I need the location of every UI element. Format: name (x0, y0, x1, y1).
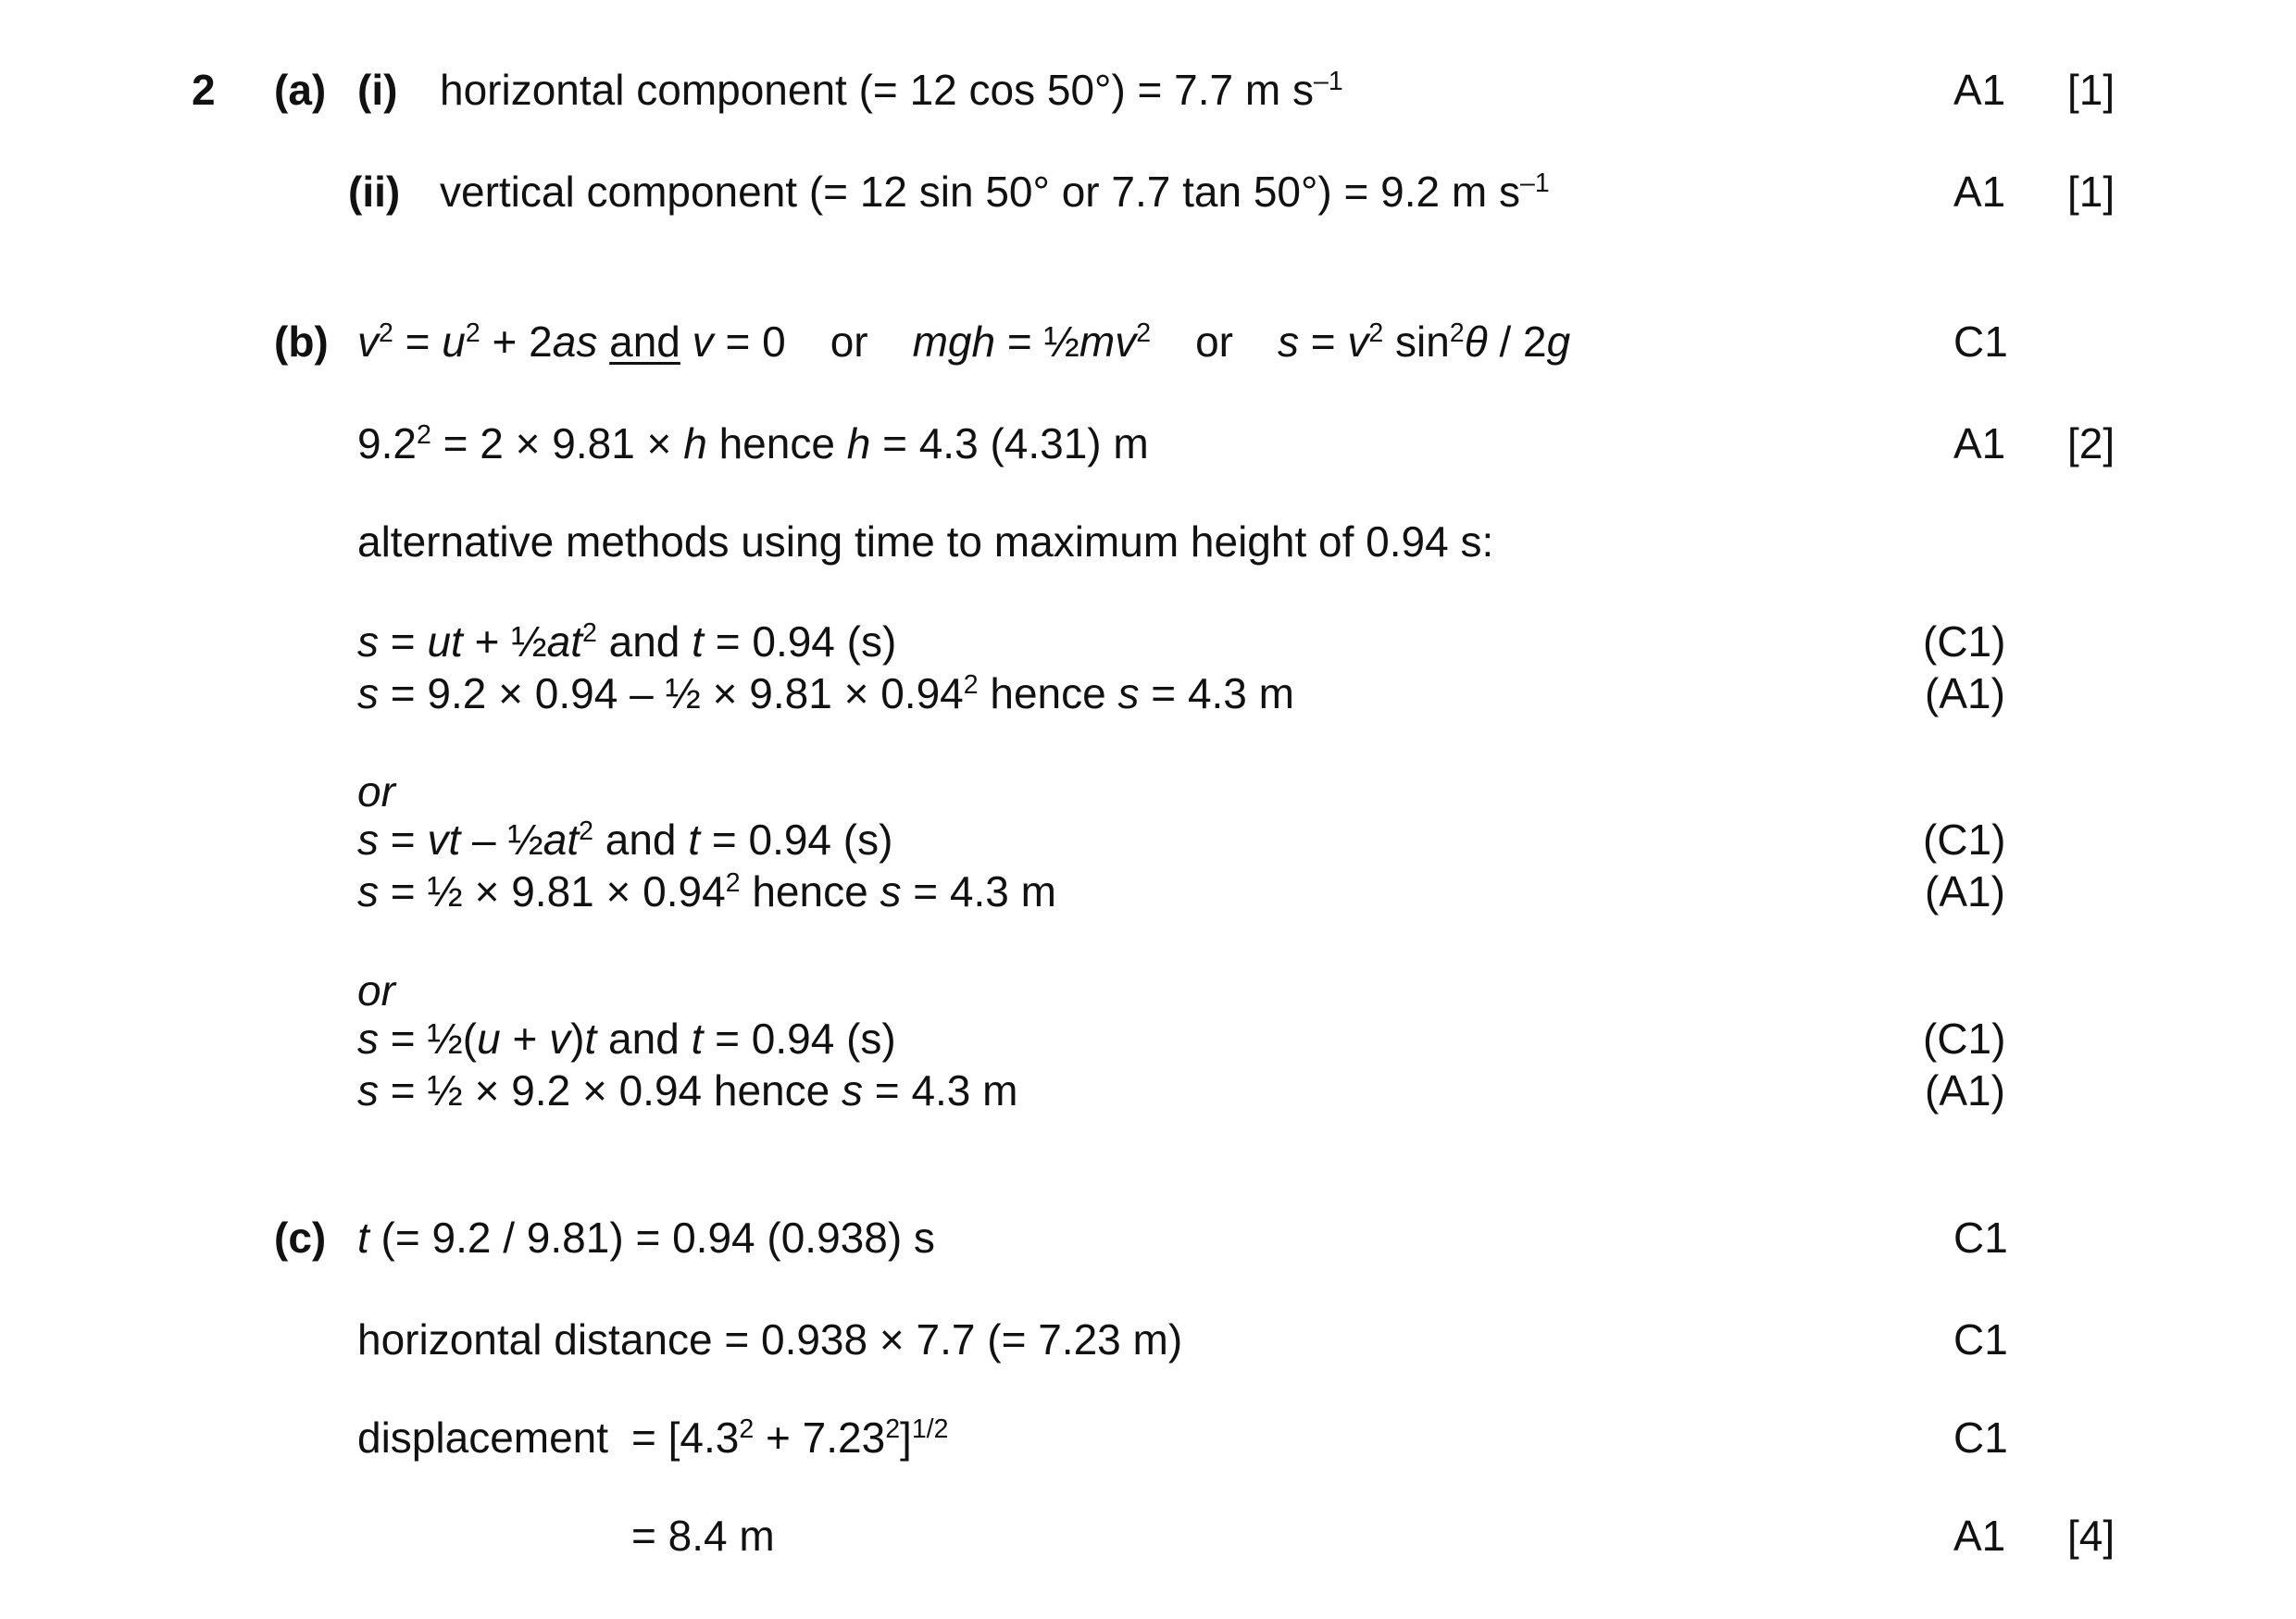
exponent: 2 (885, 1414, 901, 1445)
exponent: 2 (416, 420, 431, 451)
part-a-i-answer (440, 66, 1343, 114)
part-b-total: [2] (2067, 419, 2115, 467)
alt1-line2-mark: (A1) (1925, 669, 2005, 717)
text: = 2 × 9.81 × (430, 419, 684, 467)
part-b-line1-mark: C1 (1953, 318, 2008, 366)
var-s: s (1117, 669, 1140, 717)
part-a-i-mark: A1 (1953, 66, 2006, 114)
part-c-line2-mark: C1 (1953, 1315, 2008, 1364)
var-s: s (357, 1015, 379, 1063)
text: ) (570, 1015, 585, 1063)
text: = ½ × 9.81 × 0.94 (379, 867, 726, 915)
or-word: or (830, 318, 868, 366)
part-a-ii-label: (ii) (348, 168, 401, 216)
var-at: at (543, 816, 580, 864)
alt2-line2 (357, 867, 1056, 915)
text: hence (978, 669, 1118, 717)
var-ut: ut (427, 617, 463, 666)
underlined-and: and (609, 318, 680, 366)
exponent: 2 (465, 318, 480, 349)
var-as: as (552, 318, 598, 366)
text: = 0.94 (s) (703, 1015, 896, 1063)
text: hence (740, 867, 880, 915)
text: + ½ (462, 617, 547, 666)
part-b-line2 (357, 419, 1149, 467)
part-a-ii-answer (440, 168, 1550, 216)
part-a-ii-answer-exponent: –1 (1519, 168, 1550, 199)
alt3-line2 (357, 1066, 1018, 1115)
text: = 4.3 m (901, 867, 1056, 915)
exponent: 2 (1136, 318, 1152, 349)
var-v: v (692, 318, 714, 366)
var-s: s (357, 867, 379, 915)
alt3-line2-mark: (A1) (1925, 1066, 2005, 1115)
part-c-label: (c) (274, 1214, 327, 1262)
alternative-heading: alternative methods using time to maximum height of 0.94 s: (357, 517, 1494, 566)
part-b-line2-mark: A1 (1953, 419, 2006, 467)
alt2-line1 (357, 816, 893, 864)
text: sin (1383, 318, 1450, 366)
part-a-ii-mark: A1 (1953, 168, 2006, 216)
part-a-i-label: (i) (357, 66, 398, 114)
alt3-line1 (357, 1015, 896, 1063)
var-u: u (477, 1015, 501, 1063)
exponent: 2 (1449, 318, 1465, 349)
var-s: s (357, 617, 379, 666)
var-theta: θ (1464, 318, 1488, 366)
text: = ½ (995, 318, 1079, 366)
var-s: s (842, 1066, 864, 1115)
exponent: 1/2 (911, 1414, 949, 1445)
exponent: 2 (379, 318, 393, 349)
part-a-i-answer-exponent: –1 (1314, 67, 1343, 97)
part-c-line1 (357, 1214, 935, 1262)
text: = (379, 617, 428, 666)
or-word: or (357, 767, 395, 816)
alt2-line1-mark: (C1) (1923, 816, 2006, 864)
exponent: 2 (963, 670, 979, 701)
alt2-line2-mark: (A1) (1925, 867, 2005, 915)
var-s: s (357, 816, 379, 864)
part-c-line1-mark: C1 (1953, 1214, 2008, 1262)
text: hence (706, 419, 847, 467)
text: = 0.94 (s) (700, 816, 893, 864)
text: + 7.23 (754, 1414, 886, 1462)
text: + (500, 1015, 550, 1063)
exponent: 2 (579, 816, 593, 847)
text: ] (900, 1414, 912, 1462)
text: = ½( (379, 1015, 478, 1063)
exponent: 2 (1368, 318, 1384, 349)
part-c-line4-mark: A1 (1953, 1512, 2006, 1560)
exponent: 2 (581, 618, 597, 649)
var-t: t (692, 617, 704, 666)
part-c-line3-mark: C1 (1953, 1414, 2008, 1462)
text: = [4.3 (631, 1414, 740, 1462)
text: = (1298, 318, 1348, 366)
part-a-ii-answer-text: vertical component (= 12 sin 50° or 7.7 tan 50°) = 9.2 m s (440, 168, 1520, 216)
displacement-label: displacement (357, 1414, 609, 1462)
var-mv: mv (1079, 318, 1137, 366)
text: = ½ × 9.2 × 0.94 hence (379, 1066, 842, 1115)
exponent: 2 (739, 1414, 755, 1445)
var-g: g (1546, 318, 1571, 366)
question-number: 2 (192, 66, 216, 114)
part-a-label: (a) (274, 66, 327, 114)
var-v: v (549, 1015, 571, 1063)
var-t: t (688, 816, 701, 864)
alt1-line1-mark: (C1) (1923, 617, 2006, 666)
var-u: u (442, 318, 466, 366)
text: = 9.2 × 0.94 – ½ × 9.81 × 0.94 (379, 669, 964, 717)
var-t: t (691, 1015, 704, 1063)
alt3-or (357, 966, 395, 1015)
exponent: 2 (725, 868, 741, 899)
text: = 0 (713, 318, 786, 366)
part-b-equation-line (357, 318, 1571, 366)
part-a-i-total: [1] (2067, 66, 2115, 114)
var-at: at (546, 617, 582, 666)
or-word: or (1195, 318, 1233, 366)
alt3-line1-mark: (C1) (1923, 1015, 2006, 1063)
or-word: or (357, 966, 395, 1015)
var-s: s (357, 669, 379, 717)
text: = (379, 816, 428, 864)
part-b-label: (b) (274, 318, 329, 366)
part-c-total: [4] (2067, 1512, 2115, 1560)
text: = 4.3 m (863, 1066, 1018, 1115)
var-t: t (357, 1214, 369, 1262)
text: = (393, 318, 443, 366)
var-v: v (1347, 318, 1369, 366)
var-s: s (357, 1066, 379, 1115)
text: (= 9.2 / 9.81) = 0.94 (0.938) s (368, 1214, 935, 1262)
var-h: h (846, 419, 871, 467)
part-a-i-answer-text: horizontal component (= 12 cos 50°) = 7.7 m s (440, 66, 1315, 114)
var-h: h (683, 419, 707, 467)
var-s: s (880, 867, 902, 915)
var-t: t (584, 1015, 597, 1063)
displacement-expression (631, 1414, 949, 1462)
text: – ½ (460, 816, 543, 864)
displacement-result: = 8.4 m (631, 1512, 775, 1560)
alt1-line1 (357, 617, 897, 666)
text: and (596, 617, 693, 666)
var-mgh: mgh (912, 318, 996, 366)
text: = 4.3 (4.31) m (870, 419, 1149, 467)
alt1-line2 (357, 669, 1294, 717)
text: and (593, 816, 689, 864)
var-vt: vt (427, 816, 461, 864)
var-s: s (1277, 318, 1299, 366)
text: = 0.94 (s) (703, 617, 897, 666)
text: / 2 (1487, 318, 1547, 366)
part-c-line2: horizontal distance = 0.938 × 7.7 (= 7.23 m) (357, 1315, 1183, 1364)
text: 9.2 (357, 419, 417, 467)
alt2-or (357, 767, 395, 816)
text: and (596, 1015, 692, 1063)
text: = 4.3 m (1139, 669, 1294, 717)
var-v: v (357, 318, 379, 366)
text: + 2 (480, 318, 553, 366)
part-a-ii-total: [1] (2067, 168, 2115, 216)
